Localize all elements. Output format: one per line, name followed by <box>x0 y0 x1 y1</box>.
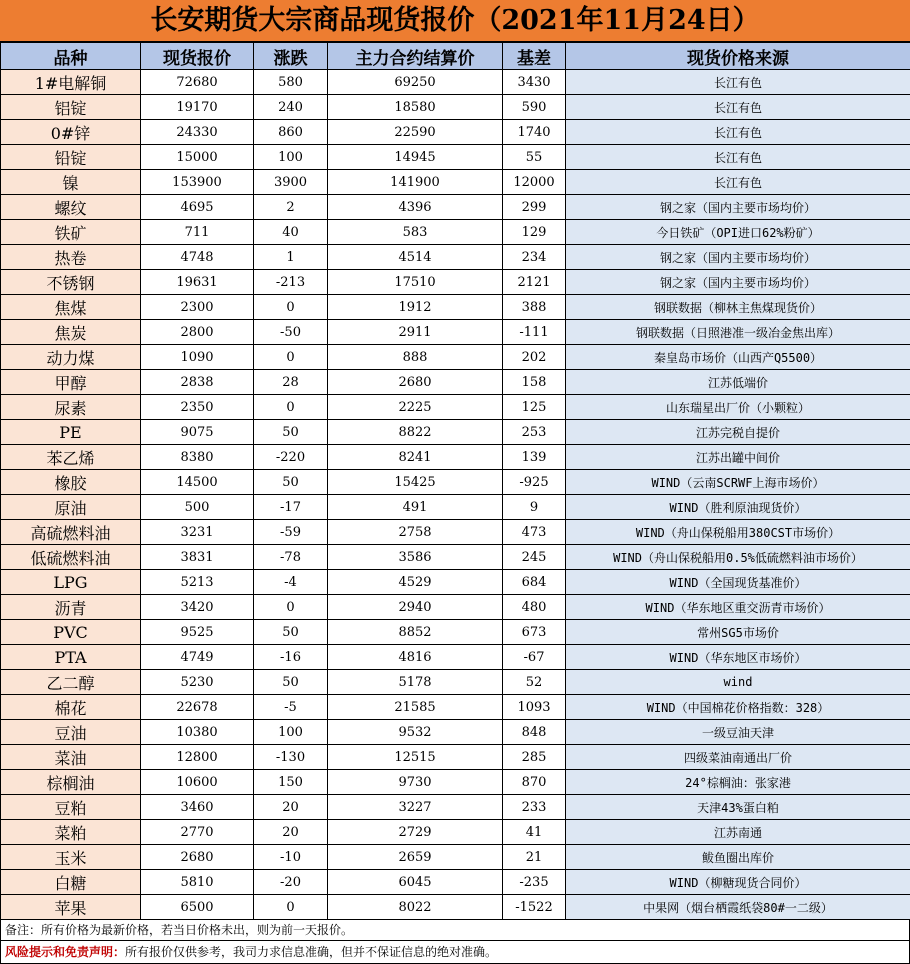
spot-price-cell: 3420 <box>141 595 254 620</box>
basis-cell: 9 <box>503 495 566 520</box>
change-cell: 240 <box>254 95 328 120</box>
settlement-price-cell: 9730 <box>328 770 503 795</box>
price-source-cell: WIND（胜利原油现货价） <box>566 495 910 520</box>
change-cell: -20 <box>254 870 328 895</box>
header-spot-price: 现货报价 <box>141 43 254 70</box>
settlement-price-cell: 4816 <box>328 645 503 670</box>
settlement-price-cell: 14945 <box>328 145 503 170</box>
change-cell: 2 <box>254 195 328 220</box>
price-source-cell: 一级豆油天津 <box>566 720 910 745</box>
spot-price-cell: 22678 <box>141 695 254 720</box>
settlement-price-cell: 491 <box>328 495 503 520</box>
page-title: 长安期货大宗商品现货报价（2021年11月24日） <box>0 0 910 42</box>
table-row <box>1 795 910 820</box>
change-cell: 100 <box>254 720 328 745</box>
table-row <box>1 645 910 670</box>
basis-cell: 245 <box>503 545 566 570</box>
change-cell: 3900 <box>254 170 328 195</box>
table-row <box>1 270 910 295</box>
basis-cell: 848 <box>503 720 566 745</box>
commodity-cell: 菜粕 <box>1 820 141 845</box>
change-cell: 0 <box>254 345 328 370</box>
settlement-price-cell: 4529 <box>328 570 503 595</box>
settlement-price-cell: 8852 <box>328 620 503 645</box>
basis-cell: 590 <box>503 95 566 120</box>
spot-price-cell: 711 <box>141 220 254 245</box>
price-source-cell: 24°棕榈油：张家港 <box>566 770 910 795</box>
settlement-price-cell: 2225 <box>328 395 503 420</box>
spot-price-cell: 9075 <box>141 420 254 445</box>
spot-price-cell: 3231 <box>141 520 254 545</box>
table-row <box>1 845 910 870</box>
settlement-price-cell: 2680 <box>328 370 503 395</box>
price-source-cell: wind <box>566 670 910 695</box>
settlement-price-cell: 2659 <box>328 845 503 870</box>
commodity-cell: 尿素 <box>1 395 141 420</box>
spot-price-cell: 2350 <box>141 395 254 420</box>
change-cell: 0 <box>254 895 328 920</box>
basis-cell: 21 <box>503 845 566 870</box>
settlement-price-cell: 2911 <box>328 320 503 345</box>
change-cell: 50 <box>254 670 328 695</box>
settlement-price-cell: 69250 <box>328 70 503 95</box>
spot-price-cell: 2838 <box>141 370 254 395</box>
price-source-cell: WIND（柳糖现货合同价） <box>566 870 910 895</box>
price-source-cell: 钢联数据（日照港准一级冶金焦出库） <box>566 320 910 345</box>
spot-price-cell: 4748 <box>141 245 254 270</box>
commodity-cell: 棉花 <box>1 695 141 720</box>
spot-price-cell: 1090 <box>141 345 254 370</box>
commodity-cell: 低硫燃料油 <box>1 545 141 570</box>
change-cell: -220 <box>254 445 328 470</box>
settlement-price-cell: 8022 <box>328 895 503 920</box>
basis-cell: 473 <box>503 520 566 545</box>
settlement-price-cell: 21585 <box>328 695 503 720</box>
settlement-price-cell: 583 <box>328 220 503 245</box>
spot-price-cell: 9525 <box>141 620 254 645</box>
settlement-price-cell: 1912 <box>328 295 503 320</box>
basis-cell: 12000 <box>503 170 566 195</box>
table-row <box>1 695 910 720</box>
table-row <box>1 370 910 395</box>
spot-price-cell: 2800 <box>141 320 254 345</box>
commodity-cell: 豆油 <box>1 720 141 745</box>
change-cell: -213 <box>254 270 328 295</box>
table-row <box>1 495 910 520</box>
price-source-cell: 天津43%蛋白粕 <box>566 795 910 820</box>
table-row <box>1 170 910 195</box>
basis-cell: 139 <box>503 445 566 470</box>
spot-price-cell: 6500 <box>141 895 254 920</box>
change-cell: 50 <box>254 420 328 445</box>
settlement-price-cell: 8822 <box>328 420 503 445</box>
price-source-cell: 鲅鱼圈出库价 <box>566 845 910 870</box>
settlement-price-cell: 3586 <box>328 545 503 570</box>
basis-cell: 388 <box>503 295 566 320</box>
commodity-cell: 动力煤 <box>1 345 141 370</box>
commodity-cell: 铝锭 <box>1 95 141 120</box>
spot-price-cell: 19170 <box>141 95 254 120</box>
table-row <box>1 820 910 845</box>
commodity-cell: LPG <box>1 570 141 595</box>
settlement-price-cell: 3227 <box>328 795 503 820</box>
table-row <box>1 70 910 95</box>
table-row <box>1 120 910 145</box>
change-cell: -10 <box>254 845 328 870</box>
spot-price-cell: 4749 <box>141 645 254 670</box>
table-row <box>1 470 910 495</box>
basis-cell: 234 <box>503 245 566 270</box>
basis-cell: 202 <box>503 345 566 370</box>
table-row <box>1 145 910 170</box>
price-source-cell: 江苏低端价 <box>566 370 910 395</box>
change-cell: 0 <box>254 395 328 420</box>
settlement-price-cell: 2729 <box>328 820 503 845</box>
table-row <box>1 595 910 620</box>
price-source-cell: 钢联数据（柳林主焦煤现货价） <box>566 295 910 320</box>
table-row <box>1 220 910 245</box>
basis-cell: 129 <box>503 220 566 245</box>
settlement-price-cell: 888 <box>328 345 503 370</box>
change-cell: -4 <box>254 570 328 595</box>
basis-cell: -1522 <box>503 895 566 920</box>
basis-cell: 480 <box>503 595 566 620</box>
spot-price-cell: 10380 <box>141 720 254 745</box>
table-row <box>1 395 910 420</box>
settlement-price-cell: 9532 <box>328 720 503 745</box>
commodity-cell: 棕榈油 <box>1 770 141 795</box>
table-row <box>1 345 910 370</box>
change-cell: 40 <box>254 220 328 245</box>
settlement-price-cell: 8241 <box>328 445 503 470</box>
price-source-cell: WIND（华东地区重交沥青市场价） <box>566 595 910 620</box>
spot-price-cell: 12800 <box>141 745 254 770</box>
commodity-cell: 乙二醇 <box>1 670 141 695</box>
price-source-cell: WIND（舟山保税船用380CST市场价） <box>566 520 910 545</box>
table-row <box>1 295 910 320</box>
header-change: 涨跌 <box>254 43 328 70</box>
table-row <box>1 520 910 545</box>
basis-cell: 285 <box>503 745 566 770</box>
table-row <box>1 870 910 895</box>
price-source-cell: 长江有色 <box>566 145 910 170</box>
spot-price-cell: 24330 <box>141 120 254 145</box>
table-row <box>1 720 910 745</box>
spot-price-cell: 3831 <box>141 545 254 570</box>
price-source-cell: WIND（华东地区市场价） <box>566 645 910 670</box>
commodity-cell: PVC <box>1 620 141 645</box>
basis-cell: 1093 <box>503 695 566 720</box>
table-row <box>1 420 910 445</box>
price-source-cell: 长江有色 <box>566 170 910 195</box>
spot-price-cell: 10600 <box>141 770 254 795</box>
price-source-cell: 常州SG5市场价 <box>566 620 910 645</box>
price-source-cell: 长江有色 <box>566 120 910 145</box>
table-row <box>1 770 910 795</box>
settlement-price-cell: 2758 <box>328 520 503 545</box>
commodity-cell: 热卷 <box>1 245 141 270</box>
basis-cell: 253 <box>503 420 566 445</box>
commodity-cell: 菜油 <box>1 745 141 770</box>
commodity-cell: 铅锭 <box>1 145 141 170</box>
disclaimer <box>0 940 910 964</box>
footnote: 备注：所有价格为最新价格，若当日价格未出，则为前一天报价。 <box>0 920 910 940</box>
commodity-cell: PE <box>1 420 141 445</box>
spot-price-cell: 19631 <box>141 270 254 295</box>
table-row <box>1 445 910 470</box>
commodity-cell: 橡胶 <box>1 470 141 495</box>
settlement-price-cell: 5178 <box>328 670 503 695</box>
commodity-cell: 苹果 <box>1 895 141 920</box>
spot-price-cell: 5810 <box>141 870 254 895</box>
commodity-cell: 白糖 <box>1 870 141 895</box>
settlement-price-cell: 141900 <box>328 170 503 195</box>
change-cell: -59 <box>254 520 328 545</box>
price-source-cell: WIND（舟山保税船用0.5%低硫燃料油市场价） <box>566 545 910 570</box>
price-source-cell: 中果网（烟台栖霞纸袋80#一二级） <box>566 895 910 920</box>
price-source-cell: 山东瑞星出厂价（小颗粒） <box>566 395 910 420</box>
basis-cell: -67 <box>503 645 566 670</box>
table-header-row <box>1 43 910 70</box>
commodity-cell: 高硫燃料油 <box>1 520 141 545</box>
price-source-cell: WIND（全国现货基准价） <box>566 570 910 595</box>
change-cell: -130 <box>254 745 328 770</box>
change-cell: 50 <box>254 620 328 645</box>
table-row <box>1 320 910 345</box>
change-cell: 1 <box>254 245 328 270</box>
change-cell: 28 <box>254 370 328 395</box>
basis-cell: -235 <box>503 870 566 895</box>
spot-price-cell: 153900 <box>141 170 254 195</box>
header-basis: 基差 <box>503 43 566 70</box>
disclaimer-text: 所有报价仅供参考，我司力求信息准确，但并不保证信息的绝对准确。 <box>125 945 497 959</box>
change-cell: -16 <box>254 645 328 670</box>
table-row <box>1 895 910 920</box>
settlement-price-cell: 4396 <box>328 195 503 220</box>
price-source-cell: 江苏完税自提价 <box>566 420 910 445</box>
commodity-cell: 甲醇 <box>1 370 141 395</box>
basis-cell: 55 <box>503 145 566 170</box>
header-price-source: 现货价格来源 <box>566 43 910 70</box>
change-cell: 20 <box>254 820 328 845</box>
commodity-cell: 焦煤 <box>1 295 141 320</box>
change-cell: 150 <box>254 770 328 795</box>
basis-cell: 870 <box>503 770 566 795</box>
header-commodity: 品种 <box>1 43 141 70</box>
settlement-price-cell: 17510 <box>328 270 503 295</box>
price-source-cell: 钢之家（国内主要市场均价） <box>566 270 910 295</box>
commodity-cell: 铁矿 <box>1 220 141 245</box>
settlement-price-cell: 4514 <box>328 245 503 270</box>
commodity-cell: 焦炭 <box>1 320 141 345</box>
basis-cell: 52 <box>503 670 566 695</box>
price-source-cell: 江苏出罐中间价 <box>566 445 910 470</box>
change-cell: -5 <box>254 695 328 720</box>
spot-price-cell: 2300 <box>141 295 254 320</box>
settlement-price-cell: 2940 <box>328 595 503 620</box>
change-cell: -17 <box>254 495 328 520</box>
basis-cell: 1740 <box>503 120 566 145</box>
change-cell: -78 <box>254 545 328 570</box>
commodity-cell: 不锈钢 <box>1 270 141 295</box>
spot-price-cell: 5213 <box>141 570 254 595</box>
commodity-cell: 0#锌 <box>1 120 141 145</box>
commodity-cell: PTA <box>1 645 141 670</box>
spot-price-cell: 2770 <box>141 820 254 845</box>
header-settlement-price: 主力合约结算价 <box>328 43 503 70</box>
price-table <box>0 42 910 920</box>
table-row <box>1 745 910 770</box>
basis-cell: 3430 <box>503 70 566 95</box>
settlement-price-cell: 18580 <box>328 95 503 120</box>
spot-price-cell: 5230 <box>141 670 254 695</box>
table-row <box>1 670 910 695</box>
change-cell: 580 <box>254 70 328 95</box>
commodity-cell: 玉米 <box>1 845 141 870</box>
basis-cell: 2121 <box>503 270 566 295</box>
price-source-cell: 秦皇岛市场价（山西产Q5500） <box>566 345 910 370</box>
change-cell: -50 <box>254 320 328 345</box>
spot-price-cell: 15000 <box>141 145 254 170</box>
price-source-cell: 江苏南通 <box>566 820 910 845</box>
table-row <box>1 195 910 220</box>
price-source-cell: WIND（云南SCRWF上海市场价） <box>566 470 910 495</box>
commodity-cell: 螺纹 <box>1 195 141 220</box>
basis-cell: 299 <box>503 195 566 220</box>
commodity-cell: 镍 <box>1 170 141 195</box>
disclaimer-label: 风险提示和免责声明： <box>5 945 125 959</box>
basis-cell: 41 <box>503 820 566 845</box>
basis-cell: -925 <box>503 470 566 495</box>
basis-cell: 673 <box>503 620 566 645</box>
spot-price-cell: 3460 <box>141 795 254 820</box>
settlement-price-cell: 12515 <box>328 745 503 770</box>
price-source-cell: 今日铁矿（OPI进口62%粉矿） <box>566 220 910 245</box>
table-row <box>1 545 910 570</box>
settlement-price-cell: 15425 <box>328 470 503 495</box>
change-cell: 860 <box>254 120 328 145</box>
commodity-cell: 1#电解铜 <box>1 70 141 95</box>
change-cell: 50 <box>254 470 328 495</box>
price-source-cell: 钢之家（国内主要市场均价） <box>566 195 910 220</box>
price-source-cell: 四级菜油南通出厂价 <box>566 745 910 770</box>
spot-price-cell: 4695 <box>141 195 254 220</box>
spot-price-cell: 500 <box>141 495 254 520</box>
change-cell: 100 <box>254 145 328 170</box>
basis-cell: 125 <box>503 395 566 420</box>
settlement-price-cell: 6045 <box>328 870 503 895</box>
table-row <box>1 245 910 270</box>
spot-price-cell: 14500 <box>141 470 254 495</box>
price-source-cell: WIND（中国棉花价格指数：328） <box>566 695 910 720</box>
commodity-cell: 沥青 <box>1 595 141 620</box>
table-row <box>1 95 910 120</box>
change-cell: 20 <box>254 795 328 820</box>
spot-price-cell: 72680 <box>141 70 254 95</box>
change-cell: 0 <box>254 595 328 620</box>
basis-cell: -111 <box>503 320 566 345</box>
price-source-cell: 长江有色 <box>566 70 910 95</box>
settlement-price-cell: 22590 <box>328 120 503 145</box>
spot-price-cell: 8380 <box>141 445 254 470</box>
commodity-cell: 原油 <box>1 495 141 520</box>
basis-cell: 684 <box>503 570 566 595</box>
commodity-cell: 苯乙烯 <box>1 445 141 470</box>
commodity-cell: 豆粕 <box>1 795 141 820</box>
basis-cell: 158 <box>503 370 566 395</box>
table-row <box>1 570 910 595</box>
basis-cell: 233 <box>503 795 566 820</box>
table-row <box>1 620 910 645</box>
change-cell: 0 <box>254 295 328 320</box>
price-source-cell: 长江有色 <box>566 95 910 120</box>
spot-price-cell: 2680 <box>141 845 254 870</box>
price-source-cell: 钢之家（国内主要市场均价） <box>566 245 910 270</box>
